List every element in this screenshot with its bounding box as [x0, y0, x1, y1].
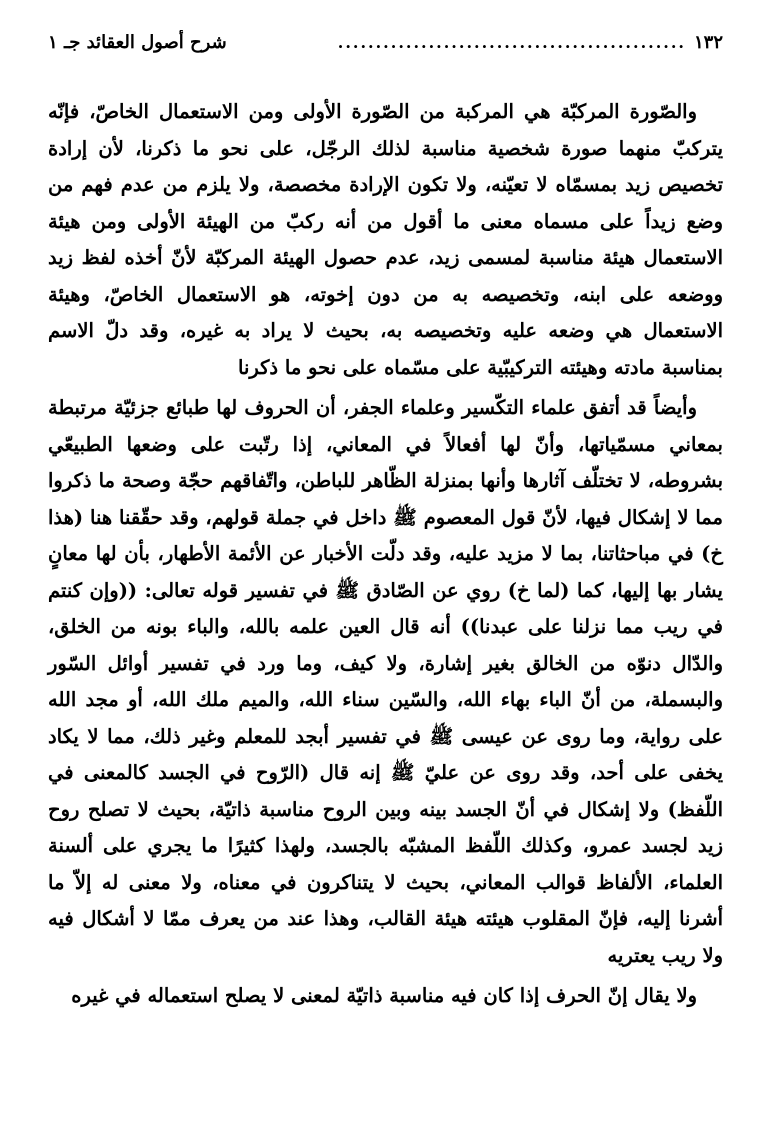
page-body: [48, 94, 723, 1015]
paragraph-2: وأيضاً قد أتفق علماء التكّسير وعلماء الجفر، أن الحروف لها طبائع جزئيّة مرتبطة بمعاني مسمّياتها، وأنّ لها أفعالاً في المعاني، إذا رتّبت على وضعها الطبيعّي بشروطه، لا تختلّف آثارها وأنها بمنزلة الظّاهر للباطن، واتّفاقهم حجّة وصحة ما ذكروا مما لا إشكال فيها، لأنّ قول المعصوم ﷺ داخل في جملة قولهم، وقد حقّقنا هنا (هذا خ) في مباحثاتنا، بما لا مزيد عليه، وقد دلّت الأخبار عن الأئمة الأطهار، بأن لها معانٍ يشار بها إليها، كما (لما خ) روي عن الصّادق ﷺ في تفسير قوله تعالى: ((وإن كنتم في ريب مما نزلنا على عبدنا)) أنه قال العين علمه بالله، والباء بونه من الخلق، والدّال دنوّه من الخالق بغير إشارة، ولا كيف، وما ورد في تفسير أوائل السّور والبسملة، من أنّ الباء بهاء الله، والسّين سناء الله، والميم ملك الله، أو مجد الله على رواية، وما روى عن عيسى ﷺ في تفسير أبجد للمعلم وغير ذلك، مما لا يكاد يخفى على أحد، وقد روى عن عليّ ﷺ إنه قال (الرّوح في الجسد كالمعنى في اللّفظ) ولا إشكال في أنّ الجسد بينه وبين الروح مناسبة ذاتيّة، بحيث لا تصلح روح زيد لجسد عمرو، وكذلك اللّفظ المشبّه بالجسد، ولهذا كثيرًا ما يجري على ألسنة العلماء، الألفاظ قوالب المعاني، بحيث لا يتناكرون في معناه، ولا معنى له إلاّ ما أشرنا إليه، فإنّ المقلوب هيئته هيئة القالب، وهذا عند من يعرف ممّا لا أشكال فيه ولا ريب يعتريه: [48, 396, 723, 967]
page-header: [48, 30, 723, 56]
header-leader-dots: ..............................................: [337, 33, 686, 52]
paragraph-3: ولا يقال إنّ الحرف إذا كان فيه مناسبة ذاتيّة لمعنى لا يصلح استعماله في غيره: [71, 984, 697, 1007]
page-number: ١٣٢: [693, 32, 723, 53]
paragraph-1: والصّورة المركبّة هي المركبة من الصّورة الأولى ومن الاستعمال الخاصّ، فإنّه يتركبّ منهما صورة شخصية مناسبة لذلك الرجّل، على نحو ما ذكرنا، لأن إرادة تخصيص زيد بمسمّاه لا تعيّنه، ولا تكون الإرادة مخصصة، ولا يلزم من عدم فهم من وضع زيداً على مسماه معنى ما أقول من أنه ركبّ من الهيئة الأولى ومن هيئة الاستعمال هيئة مناسبة لمسمى زيد، عدم حصول الهيئة المركبّة لأنّ أخذه لفظ زيد ووضعه على ابنه، وتخصيصه به من دون إخوته، هو الاستعمال الخاصّ، وهيئة الاستعمال هي وضعه عليه وتخصيصه به، بحيث لا يراد به غيره، وقد دلّ الاسم بمناسبة مادته وهيئته التركيبّية على مسّماه على نحو ما ذكرنا: [48, 100, 723, 379]
running-title: شرح أصول العقائد جـ ١: [48, 32, 227, 53]
